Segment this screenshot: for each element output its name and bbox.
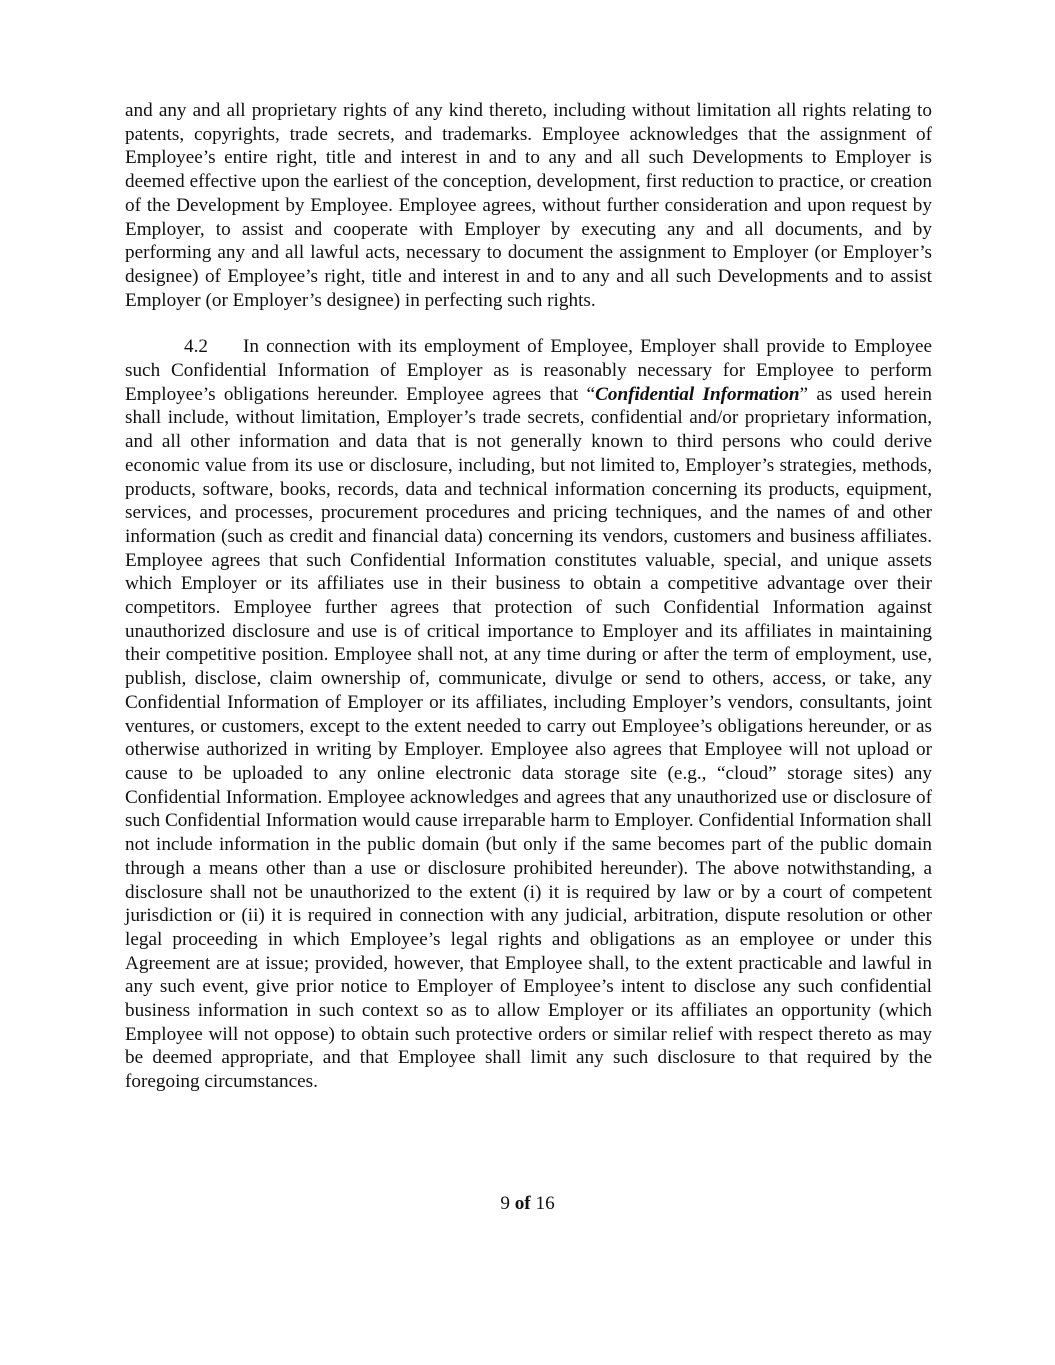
document-body bbox=[125, 99, 932, 1094]
section-intro-text: In connection with its employment of Employee, Employer shall provide to Employee such Confidential Information of Employer as is reasonably necessary for Employee to perform Employee’s obligations hereunder. Employee agrees that “ bbox=[125, 336, 932, 405]
paragraph-continuation: and any and all proprietary rights of any kind thereto, including without limitation all rights relating to patents, copyrights, trade secrets, and trademarks. Employee acknowledges that the assignment of Employee’s entire right, title and interest in and to any and all such Developments to Employer is deemed effective upon the earliest of the conception, development, first reduction to practice, or creation of the Development by Employee. Employee agrees, without further consideration and upon request by Employer, to assist and cooperate with Employer by executing any and all documents, and by performing any and all lawful acts, necessary to document the assignment to Employer (or Employer’s designee) of Employee’s right, title and interest in and to any and all such Developments and to assist Employer (or Employer’s designee) in perfecting such rights. bbox=[125, 100, 932, 311]
page-footer bbox=[0, 1193, 1055, 1215]
section-body-text: ” as used herein shall include, without limitation, Employer’s trade secrets, confidential and/or proprietary information, and all other information and data that is not generally known to third persons who could derive economic value from its use or disclosure, including, but not limited to, Employer’s strategies, methods, products, software, books, records, data and technical information concerning its products, equipment, services, and processes, procurement procedures and pricing techniques, and the names of and other information (such as credit and financial data) concerning its vendors, customers and business affiliates. Employee agrees that such Confidential Information constitutes valuable, special, and unique assets which Employer or its affiliates use in their business to obtain a competitive advantage over their competitors. Employee further agrees that protection of such Confidential Information against unauthorized disclosure and use is of critical importance to Employer and its affiliates in maintaining their competitive position. Employee shall not, at any time during or after the term of employment, use, publish, disclose, claim ownership of, communicate, divulge or send to others, access, or take, any Confidential Information of Employer or its affiliates, including Employer’s vendors, consultants, joint ventures, or customers, except to the extent needed to carry out Employee’s obligations hereunder, or as otherwise authorized in writing by Employer. Employee also agrees that Employee will not upload or cause to be uploaded to any online electronic data storage site (e.g., “cloud” storage sites) any Confidential Information. Employee acknowledges and agrees that any unauthorized use or disclosure of such Confidential Information would cause irreparable harm to Employer. Confidential Information shall not include information in the public domain (but only if the same becomes part of the public domain through a means other than a use or disclosure prohibited hereunder). The above notwithstanding, a disclosure shall not be unauthorized to the extent (i) it is required by law or by a court of competent jurisdiction or (ii) it is required in connection with any judicial, arbitration, dispute resolution or other legal proceeding in which Employee’s legal rights and obligations as an employee or under this Agreement are at issue; provided, however, that Employee shall, to the extent practicable and lawful in any such event, give prior notice to Employer of Employee’s intent to disclose any such confidential business information in such context so as to allow Employer or its affiliates an opportunity (which Employee will not oppose) to obtain such protective orders or similar relief with respect thereto as may be deemed appropriate, and that Employee shall limit any such disclosure to that required by the foregoing circumstances. bbox=[125, 383, 932, 1093]
section-number: 4.2 bbox=[184, 336, 208, 358]
page-number-current: 9 bbox=[500, 1193, 510, 1214]
page-number-of: of bbox=[514, 1193, 531, 1214]
defined-term: Confidential Information bbox=[595, 383, 800, 405]
paragraph-section-4-2 bbox=[125, 335, 932, 1094]
page-number-total: 16 bbox=[535, 1193, 555, 1214]
